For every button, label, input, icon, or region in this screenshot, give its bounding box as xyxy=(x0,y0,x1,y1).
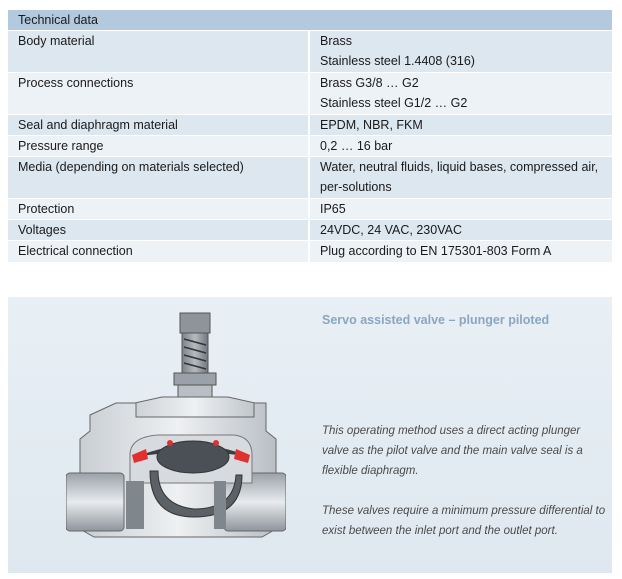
row-label: Seal and diaphragm material xyxy=(8,115,310,135)
illustration-panel xyxy=(8,297,612,573)
row-value: Plug according to EN 175301-803 Form A xyxy=(320,244,552,258)
technical-data-header: Technical data xyxy=(8,10,612,30)
table-row xyxy=(8,156,612,198)
table-row xyxy=(8,72,612,114)
row-value: EPDM, NBR, FKM xyxy=(320,118,423,132)
illustration-description: These valves require a minimum pressure differential to exist between the inlet port and the outlet port. xyxy=(322,505,606,537)
row-value: 24VDC, 24 VAC, 230VAC xyxy=(320,223,462,237)
table-row xyxy=(8,30,612,72)
row-value: 0,2 … 16 bar xyxy=(320,139,393,153)
row-value: Water, neutral fluids, liquid bases, compressed air, per-solutions xyxy=(320,160,599,194)
table-row xyxy=(8,219,612,240)
row-label: Electrical connection xyxy=(8,241,310,262)
table-row xyxy=(8,198,612,219)
row-label: Process connections xyxy=(8,73,310,114)
row-label: Pressure range xyxy=(8,136,310,156)
row-label: Voltages xyxy=(8,220,310,240)
valve-cross-section-illustration xyxy=(66,305,286,567)
table-row xyxy=(8,114,612,135)
row-value: Brass Stainless steel 1.4408 (316) xyxy=(320,34,475,68)
technical-data-table xyxy=(8,10,612,262)
row-label: Media (depending on materials selected) xyxy=(8,157,310,198)
row-label: Body material xyxy=(8,31,310,72)
row-value: IP65 xyxy=(320,202,346,216)
table-row xyxy=(8,240,612,262)
table-row xyxy=(8,135,612,156)
row-value: Brass G3/8 … G2 Stainless steel G1/2 … G2 xyxy=(320,76,468,110)
illustration-description: This operating method uses a direct acting plunger valve as the pilot valve and the main valve seal is a flexible diaphragm. xyxy=(322,425,583,477)
illustration-title: Servo assisted valve – plunger piloted xyxy=(322,313,550,327)
row-label: Protection xyxy=(8,199,310,219)
